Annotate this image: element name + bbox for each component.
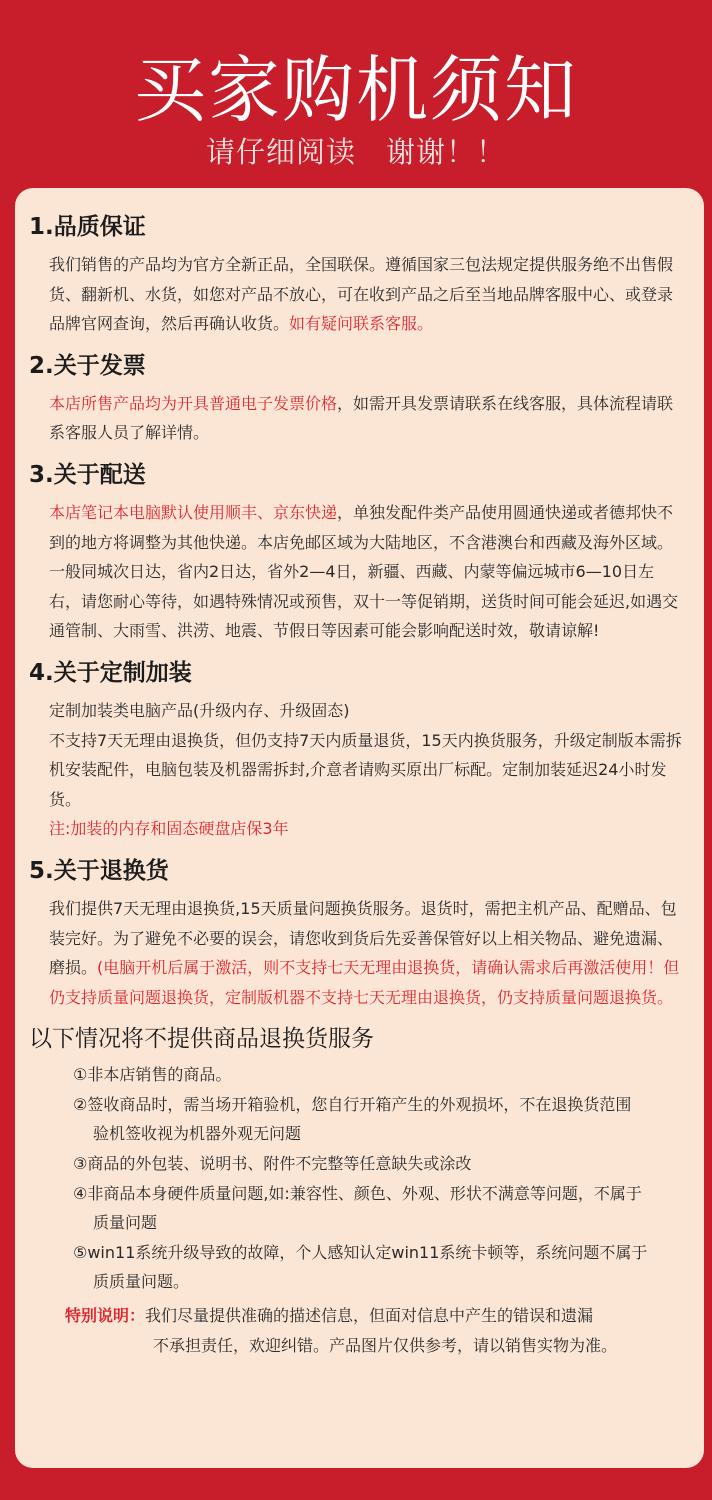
- no-return-list: [29, 1060, 690, 1297]
- header: [0, 0, 712, 190]
- section-text: 定制加装类电脑产品(升级内存、升级固态) 不支持7天无理由退换货，但仍支持7天内质量退货，15天内换货服务，升级定制版本需拆机安装配件，电脑包装及机器需拆封,介意者请购买原出厂标配。定制加装延迟24小时发货。 注:加装的内存和固态硬盘店保3年: [29, 696, 690, 844]
- section-title: 5.关于退换货: [29, 857, 169, 884]
- page-title: 买家购机须知: [133, 48, 578, 132]
- list-item: ⑤win11系统升级导致的故障，个人感知认定win11系统卡顿等，系统问题不属于 质质量问题。: [73, 1242, 648, 1292]
- section-delivery: [29, 458, 690, 646]
- no-return-title: 以下情况将不提供商品退换货服务: [29, 1026, 374, 1053]
- section-text: 本店笔记本电脑默认使用顺丰、京东快递，单独发配件类产品使用圆通快递或者德邦快不到的地方将调整为其他快递。本店免邮区域为大陆地区，不含港澳台和西藏及海外区域。一般同城次日达，省内2日达，省外2—4日，新疆、西藏、内蒙等偏远城市6—10日左右，请您耐心等待，如遇特殊情况或预售，双十一等促销期，送货时间可能会延迟,如遇交通管制、大雨雪、洪涝、地震、节假日等因素可能会影响配送时效，敬请谅解!: [49, 502, 679, 641]
- page-subtitle: 请仔细阅读 谢谢！！: [205, 135, 506, 169]
- section-quality: [29, 210, 690, 339]
- section-title: 3.关于配送: [29, 461, 146, 488]
- list-item: ②签收商品时，需当场开箱验机，您自行开箱产生的外观损坏，不在退换货范围 验机签收视为机器外观无问题: [73, 1094, 632, 1144]
- section-custom: [29, 656, 690, 844]
- special-note-label: 特别说明：: [65, 1306, 146, 1326]
- section-title: 1.品质保证: [29, 214, 146, 240]
- list-item: ④非商品本身硬件质量问题,如:兼容性、颜色、外观、形状不满意等问题，不属于 质量问题: [73, 1183, 642, 1233]
- section-invoice: [29, 349, 690, 448]
- list-item: ③商品的外包装、说明书、附件不完整等任意缺失或涂改: [73, 1154, 472, 1174]
- notice-card: [15, 188, 704, 1468]
- section-text: 我们提供7天无理由退换货,15天质量问题换货服务。退货时，需把主机产品、配赠品、包装完好。为了避免不必要的误会，请您收到货后先妥善保管好以上相关物品、避免遗漏、磨损。(电脑开机后属于激活，则不支持七天无理由退换货，请确认需求后再激活使用！但仍支持质量问题退换货，定制版机器不支持七天无理由退换货，仍支持质量问题退换货。: [49, 898, 680, 1007]
- section-title: 4.关于定制加装: [29, 659, 192, 686]
- list-item: ①非本店销售的商品。: [73, 1065, 232, 1085]
- contact-service-note: 如有疑问联系客服。: [289, 314, 434, 334]
- special-note: 特别说明：我们尽量提供准确的描述信息，但面对信息中产生的错误和遗漏 不承担责任，欢迎纠错。产品图片仅供参考，请以销售实物为准。: [65, 1306, 618, 1355]
- section-title: 2.关于发票: [29, 352, 146, 379]
- warranty-note: 注:加装的内存和固态硬盘店保3年: [49, 819, 289, 839]
- section-returns: [29, 854, 690, 1012]
- section-text: 我们销售的产品均为官方全新正品，全国联保。遵循国家三包法规定提供服务绝不出售假货、翻新机、水货，如您对产品不放心，可在收到产品之后至当地品牌客服中心、或登录品牌官网查询，然后再确认收货。如有疑问联系客服。: [49, 255, 674, 334]
- section-text: 本店所售产品均为开具普通电子发票价格，如需开具发票请联系在线客服，具体流程请联系客服人员了解详情。: [49, 393, 674, 443]
